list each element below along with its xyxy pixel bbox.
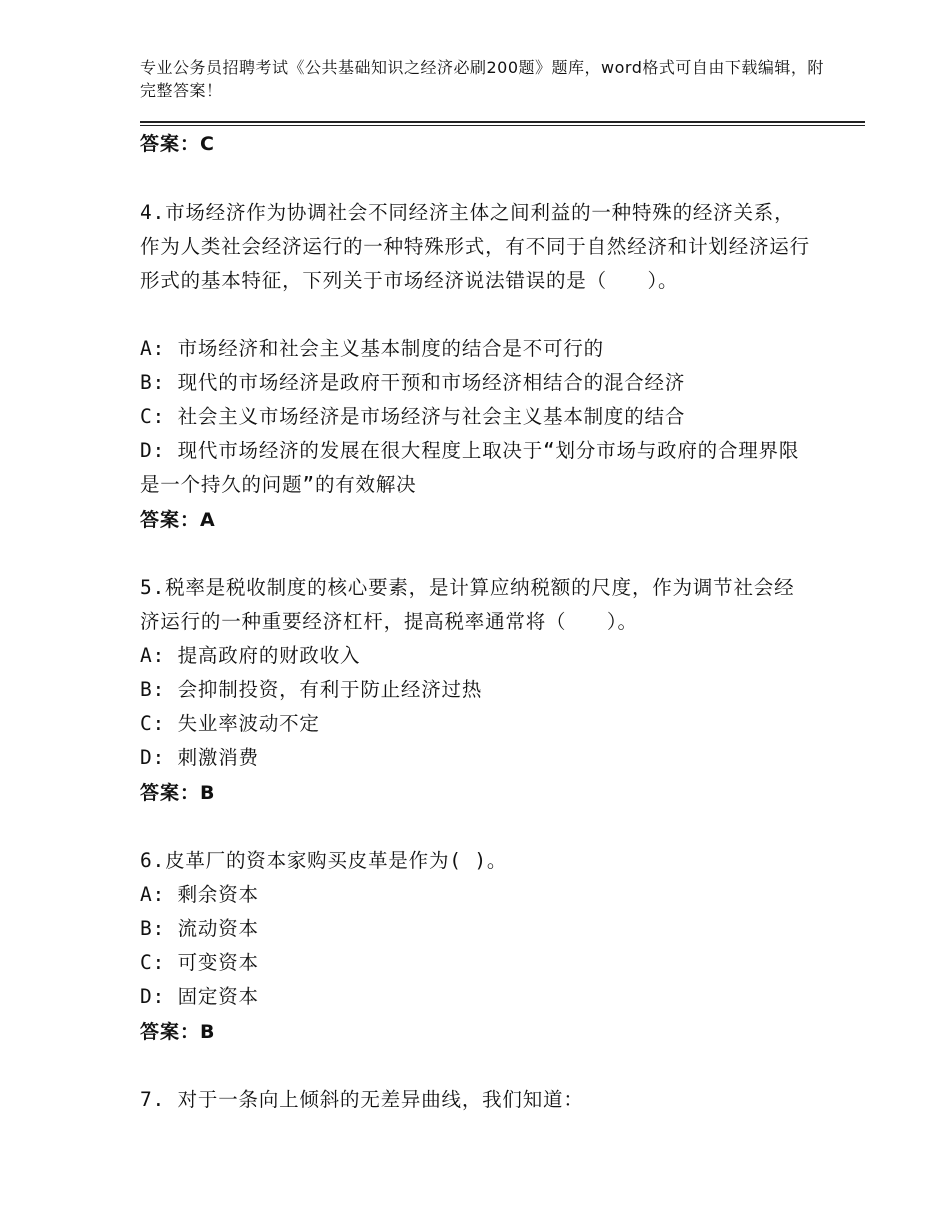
question-4-option-c: C: 社会主义市场经济是市场经济与社会主义基本制度的结合 [140,405,686,428]
question-4-option-d: D: 现代市场经济的发展在很大程度上取决于“划分市场与政府的合理界限是一个持久的问题”的有效解决 [140,439,800,496]
question-6-text: 6.皮革厂的资本家购买皮革是作为( )。 [140,849,508,872]
question-7-text: 7. 对于一条向上倾斜的无差异曲线，我们知道： [140,1088,584,1111]
question-4-option-b: B: 现代的市场经济是政府干预和市场经济相结合的混合经济 [140,371,686,394]
question-5-option-d: D: 刺激消费 [140,746,259,769]
question-5-option-c: C: 失业率波动不定 [140,712,320,735]
question-5-option-a: A: 提高政府的财政收入 [140,644,361,667]
header-divider-thick [140,121,865,123]
answer-q3: 答案：C [140,133,215,155]
question-6-option-d: D: 固定资本 [140,985,259,1008]
question-4-option-a: A: 市场经济和社会主义基本制度的结合是不可行的 [140,337,604,360]
question-6-option-b: B: 流动资本 [140,917,259,940]
answer-q4: 答案：A [140,509,216,531]
page-header: 专业公务员招聘考试《公共基础知识之经济必刷200题》题库，word格式可自由下载编辑，附完整答案！ [140,58,824,100]
question-6-option-c: C: 可变资本 [140,951,259,974]
question-4-text: 4.市场经济作为协调社会不同经济主体之间利益的一种特殊的经济关系，作为人类社会经济运行的一种特殊形式，有不同于自然经济和计划经济运行形式的基本特征，下列关于市场经济说法错误的是（ ）。 [140,201,810,292]
answer-q5: 答案：B [140,782,216,804]
question-5-text: 5.税率是税收制度的核心要素，是计算应纳税额的尺度，作为调节社会经济运行的一种重要经济杠杆，提高税率通常将（ ）。 [140,576,795,633]
question-5-option-b: B: 会抑制投资，有利于防止经济过热 [140,678,483,701]
question-6-option-a: A: 剩余资本 [140,883,259,906]
header-divider-thin [140,125,865,126]
answer-q6: 答案：B [140,1021,216,1043]
